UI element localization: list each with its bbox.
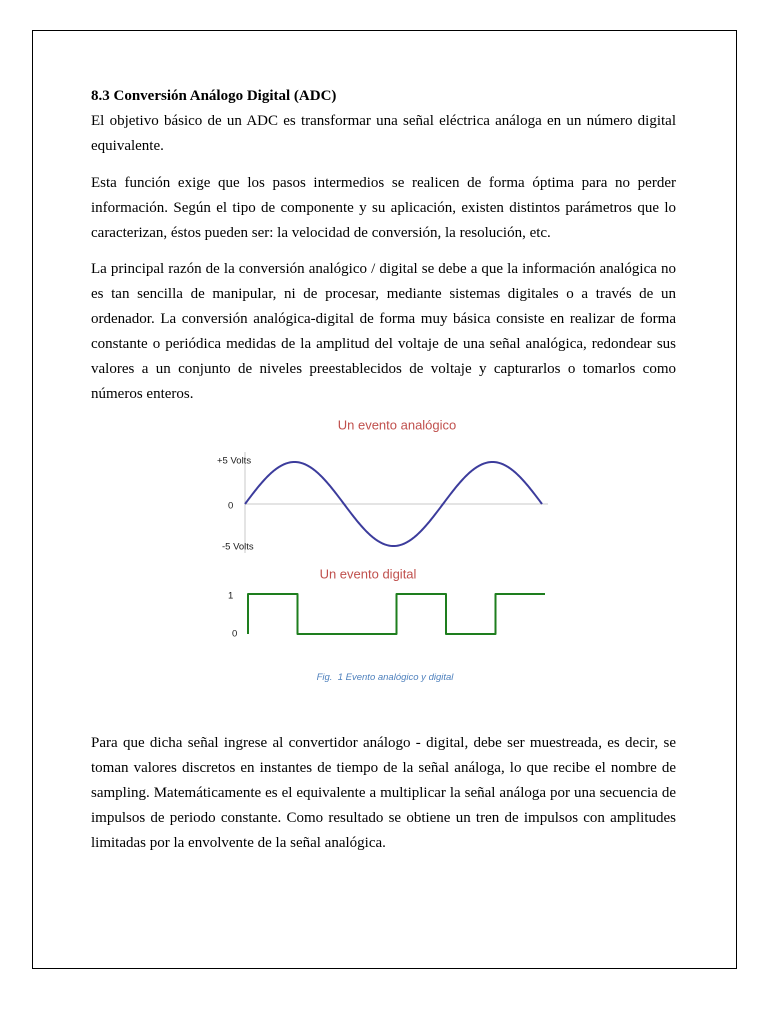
figure-caption: Fig. 1 Evento analógico y digital xyxy=(316,672,454,683)
paragraph: Para que dicha señal ingrese al convertidor análogo - digital, debe ser muestreada, es decir, se toman valores discretos en instantes de tiempo de la señal análoga, lo que recibe el nombre de sampling. Matemáticamente es el equivalente a multiplicar la señal análoga por una secuencia de impulsos de periodo constante. Como resultado se obtiene un tren de impulsos con amplitudes limitadas por la envolvente de la señal analógica. xyxy=(91,734,676,851)
text-before-figure xyxy=(91,84,676,419)
text-after-figure xyxy=(91,731,676,868)
paragraph: Esta función exige que los pasos intermedios se realicen de forma óptima para no perder información. Según el tipo de componente y su aplicación, existen distintos parámetros que lo caracterizan, éstos pueden ser: la velocidad de conversión, la resolución, etc. xyxy=(91,174,676,241)
paragraph: El objetivo básico de un ADC es transformar una señal eléctrica análoga en un número digital equivalente. xyxy=(91,113,676,154)
digital-label-high: 1 xyxy=(228,590,234,602)
digital-square-wave xyxy=(248,594,545,634)
analog-signal-title: Un evento analógico xyxy=(337,417,457,433)
section-heading: 8.3 Conversión Análogo Digital (ADC) xyxy=(91,88,337,104)
analog-label-zero: 0 xyxy=(228,500,234,512)
figure-analog-digital xyxy=(200,405,570,665)
digital-signal-title: Un evento digital xyxy=(319,566,417,582)
digital-label-low: 0 xyxy=(232,628,238,640)
paragraph: La principal razón de la conversión analógico / digital se debe a que la información analógica no es tan sencilla de manipular, ni de procesar, mediante sistemas digitales o a través de un ordenador. La conversión analógica-digital de forma muy básica consiste en realizar de forma constante o periódica medidas de la amplitud del voltaje de una señal analógica, redondear sus valores a un conjunto de niveles preestablecidos de voltaje y capturarlos o tomarlos como números enteros. xyxy=(91,261,676,402)
analog-label-plus-5-volts: +5 Volts xyxy=(217,455,252,467)
analog-label-minus-5-volts: -5 Volts xyxy=(222,541,254,553)
